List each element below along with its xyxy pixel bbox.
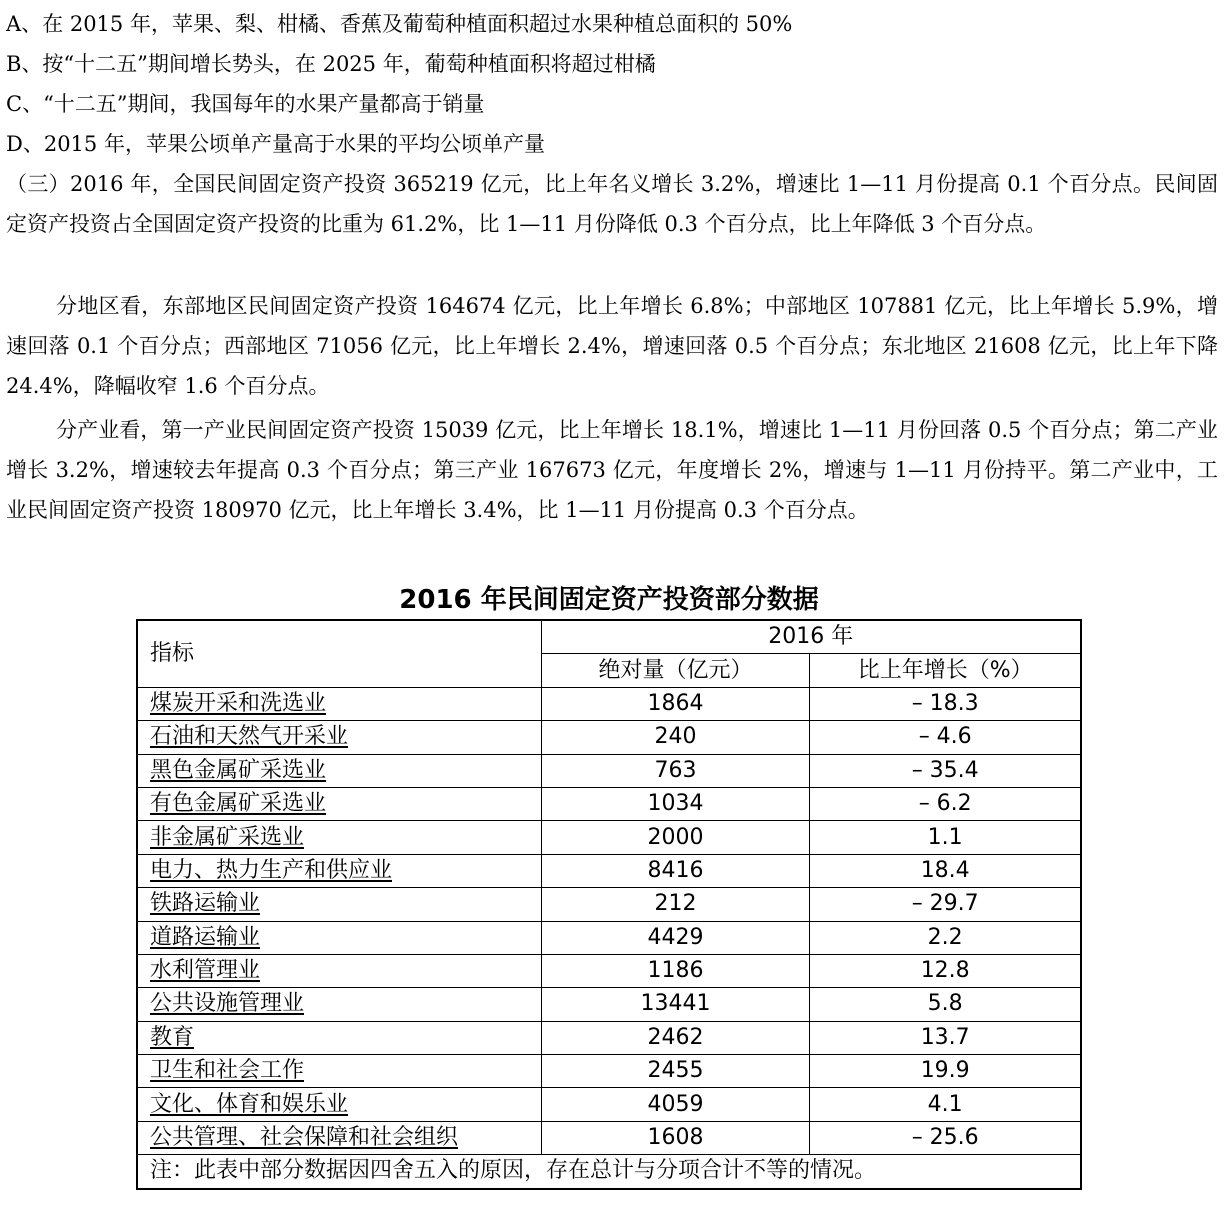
row-indicator [137, 1121, 541, 1154]
indicator-label: 公共管理、社会保障和社会组织 [150, 1125, 459, 1151]
row-growth: 13.7 [810, 1021, 1081, 1054]
paragraph-regions: 分地区看，东部地区民间固定资产投资 164674 亿元，比上年增长 6.8%；中部地区 107881 亿元，比上年增长 5.9%，增速回落 0.1 个百分点；西部地区 71056 亿元，比上年增长 2.4%，增速回落 0.5 个百分点；东北地区 21608 亿元，比上年下降 24.4%，降幅收窄 1.6 个百分点。 [6, 294, 1218, 398]
row-indicator [137, 1055, 541, 1088]
table-row [137, 754, 1081, 787]
table-row [137, 854, 1081, 887]
indicator-label: 电力、热力生产和供应业 [150, 857, 393, 883]
indicator-label: 教育 [150, 1024, 195, 1050]
row-growth: – 29.7 [810, 888, 1081, 921]
row-absolute: 8416 [541, 854, 810, 887]
header-growth: 比上年增长（%） [810, 654, 1081, 687]
row-indicator [137, 854, 541, 887]
option-d: D、2015 年，苹果公顷单产量高于水果的平均公顷单产量 [6, 132, 545, 156]
table-note: 注：此表中部分数据因四舍五入的原因，存在总计与分项合计不等的情况。 [137, 1155, 1081, 1189]
indicator-label: 煤炭开采和洗选业 [150, 690, 327, 716]
row-absolute: 13441 [541, 988, 810, 1021]
table-row [137, 787, 1081, 820]
table-row [137, 721, 1081, 754]
header-year: 2016 年 [541, 620, 1081, 654]
row-absolute: 212 [541, 888, 810, 921]
row-growth: 2.2 [810, 921, 1081, 954]
answer-options [6, 4, 1218, 164]
indicator-label: 水利管理业 [150, 958, 261, 984]
row-growth: – 18.3 [810, 687, 1081, 720]
row-growth: 12.8 [810, 954, 1081, 987]
table-title: 2016 年民间固定资产投资部分数据 [399, 585, 819, 615]
row-absolute: 2000 [541, 821, 810, 854]
row-absolute: 240 [541, 721, 810, 754]
row-growth: 4.1 [810, 1088, 1081, 1121]
table-row [137, 888, 1081, 921]
row-absolute: 763 [541, 754, 810, 787]
row-absolute: 1608 [541, 1121, 810, 1154]
table-row [137, 1088, 1081, 1121]
indicator-label: 非金属矿采选业 [150, 824, 305, 850]
header-indicator: 指标 [137, 620, 541, 687]
indicator-label: 公共设施管理业 [150, 991, 305, 1017]
indicator-label: 黑色金属矿采选业 [150, 757, 327, 783]
row-absolute: 1864 [541, 687, 810, 720]
row-absolute: 2455 [541, 1055, 810, 1088]
row-growth: 1.1 [810, 821, 1081, 854]
row-indicator [137, 1021, 541, 1054]
indicator-label: 卫生和社会工作 [150, 1058, 305, 1084]
row-absolute: 1186 [541, 954, 810, 987]
row-indicator [137, 787, 541, 820]
investment-table [136, 619, 1082, 1190]
indicator-label: 石油和天然气开采业 [150, 724, 349, 750]
table-row [137, 1055, 1081, 1088]
row-indicator [137, 1088, 541, 1121]
table-row [137, 1121, 1081, 1154]
table-row [137, 821, 1081, 854]
row-absolute: 1034 [541, 787, 810, 820]
indicator-label: 道路运输业 [150, 924, 261, 950]
row-growth: 19.9 [810, 1055, 1081, 1088]
table-row [137, 687, 1081, 720]
paragraph-industries: 分产业看，第一产业民间固定资产投资 15039 亿元，比上年增长 18.1%，增速比 1—11 月份回落 0.5 个百分点；第二产业增长 3.2%，增速较去年提高 0.3 个百分点；第三产业 167673 亿元，年度增长 2%，增速与 1—11 月份持平。第二产业中，工业民间固定资产投资 180970 亿元，比上年增长 3.4%，比 1—11 月份提高 0.3 个百分点。 [6, 418, 1218, 522]
option-a: A、在 2015 年，苹果、梨、柑橘、香蕉及葡萄种植面积超过水果种植总面积的 50% [6, 12, 793, 36]
option-b: B、按“十二五”期间增长势头，在 2025 年，葡萄种植面积将超过柑橘 [6, 52, 656, 76]
row-indicator [137, 988, 541, 1021]
row-growth: 18.4 [810, 854, 1081, 887]
indicator-label: 铁路运输业 [150, 891, 261, 917]
table-row [137, 921, 1081, 954]
row-indicator [137, 921, 541, 954]
row-absolute: 4059 [541, 1088, 810, 1121]
table-row [137, 988, 1081, 1021]
indicator-label: 文化、体育和娱乐业 [150, 1091, 349, 1117]
row-growth: – 35.4 [810, 754, 1081, 787]
indicator-label: 有色金属矿采选业 [150, 791, 327, 817]
row-absolute: 4429 [541, 921, 810, 954]
row-indicator [137, 821, 541, 854]
header-absolute: 绝对量（亿元） [541, 654, 810, 687]
row-indicator [137, 687, 541, 720]
row-growth: 5.8 [810, 988, 1081, 1021]
option-c: C、“十二五”期间，我国每年的水果产量都高于销量 [6, 92, 485, 116]
table-row [137, 1021, 1081, 1054]
row-indicator [137, 754, 541, 787]
paragraph-overview: （三）2016 年，全国民间固定资产投资 365219 亿元，比上年名义增长 3.2%，增速比 1—11 月份提高 0.1 个百分点。民间固定资产投资占全国固定资产投资的比重为 61.2%，比 1—11 月份降低 0.3 个百分点，比上年降低 3 个百分点。 [6, 172, 1218, 236]
row-indicator [137, 954, 541, 987]
row-absolute: 2462 [541, 1021, 810, 1054]
row-indicator [137, 888, 541, 921]
table-body [137, 687, 1081, 1154]
row-indicator [137, 721, 541, 754]
table-row [137, 954, 1081, 987]
row-growth: – 25.6 [810, 1121, 1081, 1154]
row-growth: – 4.6 [810, 721, 1081, 754]
row-growth: – 6.2 [810, 787, 1081, 820]
